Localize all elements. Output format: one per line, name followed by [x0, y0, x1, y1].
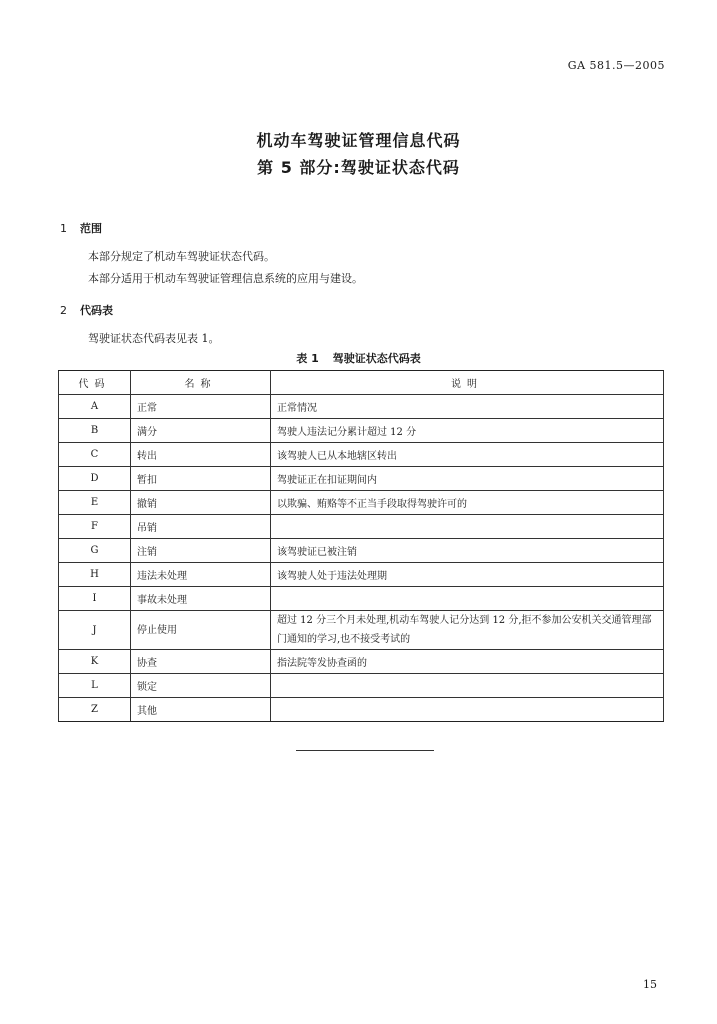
table-row [59, 395, 664, 419]
table-caption-label: 表 1 [296, 352, 319, 365]
header-code: 代码 [59, 371, 131, 395]
cell-description: 以欺骗、贿赂等不正当手段取得驾驶许可的 [271, 491, 664, 515]
cell-description: 该驾驶人处于违法处理期 [271, 563, 664, 587]
cell-description: 该驾驶人已从本地辖区转出 [271, 443, 664, 467]
cell-description [271, 515, 664, 539]
cell-description: 超过 12 分三个月未处理,机动车驾驶人记分达到 12 分,拒不参加公安机关交通管理部门通知的学习,也不接受考试的 [271, 611, 664, 650]
table-row [59, 674, 664, 698]
cell-code: D [59, 467, 131, 491]
section-number: 2 [60, 304, 67, 317]
cell-name: 满分 [131, 419, 271, 443]
paragraph: 本部分适用于机动车驾驶证管理信息系统的应用与建设。 [88, 272, 363, 285]
table-row [59, 467, 664, 491]
cell-description [271, 674, 664, 698]
cell-code: H [59, 563, 131, 587]
page-number: 15 [643, 978, 657, 991]
cell-name: 协查 [131, 650, 271, 674]
table-row [59, 611, 664, 650]
cell-code: J [59, 611, 131, 650]
paragraph: 驾驶证状态代码表见表 1。 [88, 332, 220, 345]
cell-code: E [59, 491, 131, 515]
table-caption-title: 驾驶证状态代码表 [332, 352, 421, 365]
document-subtitle: 第 5 部分:驾驶证状态代码 [257, 158, 460, 177]
cell-name: 转出 [131, 443, 271, 467]
cell-description: 该驾驶证已被注销 [271, 539, 664, 563]
table-row [59, 539, 664, 563]
cell-name: 其他 [131, 698, 271, 722]
cell-description: 驾驶证正在扣证期间内 [271, 467, 664, 491]
cell-code: C [59, 443, 131, 467]
cell-code: Z [59, 698, 131, 722]
cell-name: 注销 [131, 539, 271, 563]
cell-code: L [59, 674, 131, 698]
cell-name: 暂扣 [131, 467, 271, 491]
end-rule [296, 750, 434, 751]
table-caption [0, 350, 717, 366]
cell-description: 驾驶人违法记分累计超过 12 分 [271, 419, 664, 443]
table-header-row [59, 371, 664, 395]
table-row [59, 650, 664, 674]
section-title: 代码表 [80, 304, 113, 317]
cell-description: 指法院等发协查函的 [271, 650, 664, 674]
section-title: 范围 [80, 222, 102, 235]
table-row [59, 491, 664, 515]
table-row [59, 563, 664, 587]
cell-name: 正常 [131, 395, 271, 419]
section-heading-scope [60, 220, 102, 236]
cell-name: 违法未处理 [131, 563, 271, 587]
cell-code: I [59, 587, 131, 611]
cell-name: 撤销 [131, 491, 271, 515]
cell-description: 正常情况 [271, 395, 664, 419]
table-row [59, 419, 664, 443]
standard-code: GA 581.5—2005 [567, 59, 665, 72]
cell-description [271, 698, 664, 722]
cell-code: A [59, 395, 131, 419]
header-name: 名称 [131, 371, 271, 395]
cell-code: K [59, 650, 131, 674]
table-row [59, 443, 664, 467]
paragraph: 本部分规定了机动车驾驶证状态代码。 [88, 250, 275, 263]
cell-name: 锁定 [131, 674, 271, 698]
cell-code: G [59, 539, 131, 563]
section-heading-code-table [60, 302, 113, 318]
cell-name: 停止使用 [131, 611, 271, 650]
table-row [59, 515, 664, 539]
cell-name: 吊销 [131, 515, 271, 539]
status-code-table [58, 370, 664, 722]
table-row [59, 587, 664, 611]
cell-code: B [59, 419, 131, 443]
cell-description [271, 587, 664, 611]
document-title: 机动车驾驶证管理信息代码 [256, 131, 461, 150]
table-row [59, 698, 664, 722]
header-description: 说明 [271, 371, 664, 395]
cell-name: 事故未处理 [131, 587, 271, 611]
cell-code: F [59, 515, 131, 539]
section-number: 1 [60, 222, 67, 235]
